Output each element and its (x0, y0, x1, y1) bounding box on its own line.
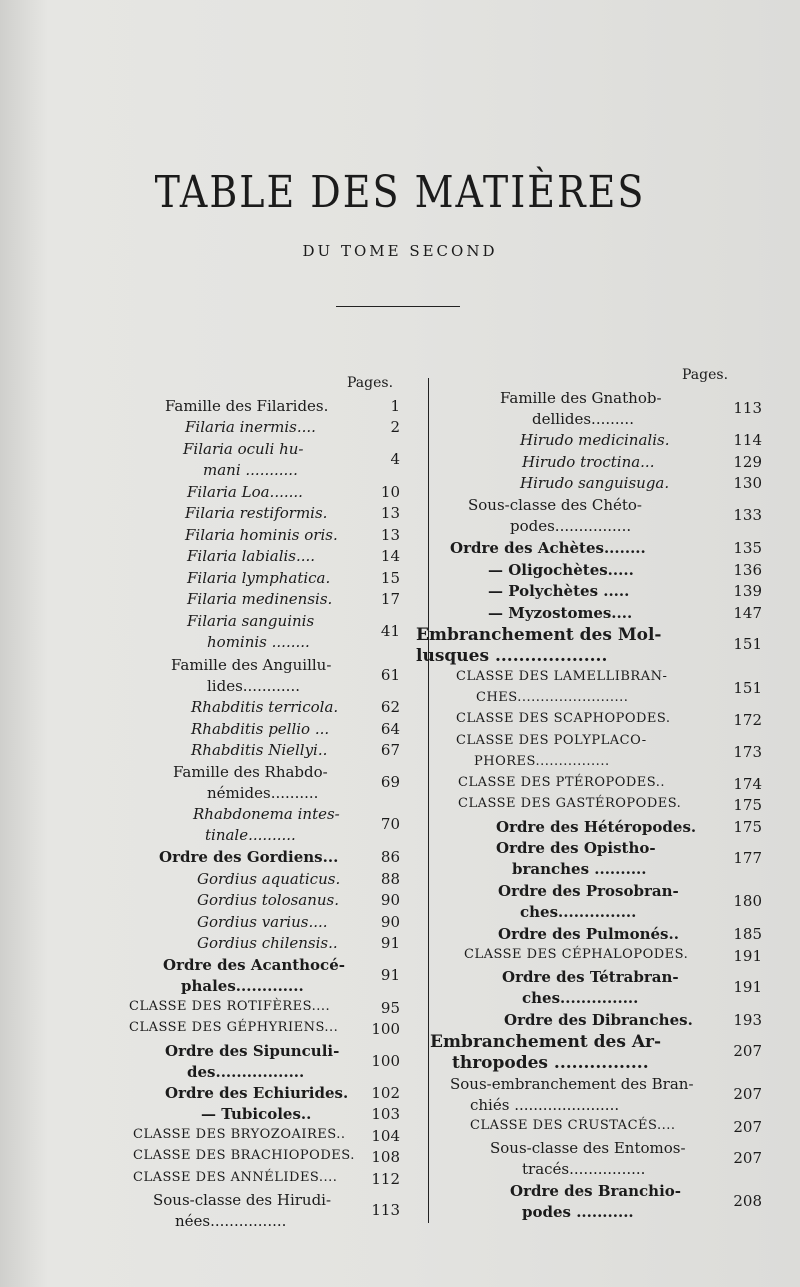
toc-entry-page: 4 (390, 450, 400, 468)
pages-header-right: Pages. (682, 367, 729, 383)
toc-entry-continuation: nées................ (175, 1212, 287, 1230)
toc-entry-continuation: tinale.......... (205, 826, 296, 844)
toc-entry-title: Gordius chilensis.. (197, 934, 338, 952)
toc-entry-page: 1 (390, 397, 400, 415)
toc-entry-page: 91 (380, 934, 400, 952)
toc-entry-page: 69 (380, 773, 400, 791)
toc-entry-title: Ordre des Gordiens... (159, 848, 339, 866)
toc-entry-page: 129 (733, 453, 762, 471)
toc-entry-continuation: PHORES................ (474, 754, 610, 769)
toc-entry-title: Filaria oculi hu- (183, 440, 304, 458)
toc-entry-continuation: dellides......... (532, 410, 634, 428)
toc-entry-title: Filaria hominis oris. (185, 526, 338, 544)
toc-entry-title: — Tubicoles.. (201, 1105, 312, 1123)
toc-entry-title: CLASSE DES PTÉROPODES.. (458, 775, 666, 790)
toc-entry-title: Embranchement des Mol- (416, 625, 662, 645)
toc-entry-title: Famille des Filarides. (165, 397, 329, 415)
toc-entry-title: Ordre des Prosobran- (498, 882, 679, 900)
toc-entry-page: 86 (380, 848, 400, 866)
toc-entry-title: Filaria sanguinis (187, 612, 315, 630)
toc-entry-continuation: podes................ (510, 517, 632, 535)
toc-entry-title: Sous-classe des Chéto- (468, 496, 643, 514)
toc-entry-page: 13 (380, 504, 400, 522)
toc-entry-title: Ordre des Hétéropodes. (496, 818, 697, 836)
toc-entry-page: 207 (733, 1042, 762, 1060)
toc-entry-page: 180 (733, 892, 762, 910)
toc-entry-page: 67 (380, 741, 400, 759)
toc-entry-continuation: podes ........... (522, 1203, 634, 1221)
toc-entry-page: 172 (733, 711, 762, 729)
toc-entry-title: Rhabdonema intes- (193, 805, 340, 823)
toc-entry-title: — Polychètes ..... (488, 582, 630, 600)
toc-entry-page: 13 (380, 526, 400, 544)
toc-entry-title: Famille des Anguillu- (171, 656, 332, 674)
toc-entry-page: 100 (371, 1052, 400, 1070)
toc-entry-page: 62 (380, 698, 400, 716)
toc-entry-page: 104 (371, 1127, 400, 1145)
toc-entry-title: Filaria labialis.... (187, 547, 316, 565)
toc-entry-title: Ordre des Branchio- (510, 1182, 681, 1200)
toc-entry-continuation: phales............. (181, 977, 304, 995)
toc-entry-page: 191 (733, 978, 762, 996)
toc-entry-page: 41 (380, 622, 400, 640)
toc-entry-title: Ordre des Dibranches. (504, 1011, 693, 1029)
toc-entry-title: Rhabditis Niellyi.. (191, 741, 328, 759)
toc-entry-continuation: ches............... (522, 989, 639, 1007)
toc-entry-title: Famille des Rhabdo- (173, 763, 328, 781)
toc-entry-title: CLASSE DES BRACHIOPODES. (133, 1148, 355, 1163)
toc-entry-page: 2 (390, 418, 400, 436)
toc-entry-page: 185 (733, 925, 762, 943)
toc-entry-page: 175 (733, 818, 762, 836)
toc-entry-page: 113 (733, 399, 762, 417)
title-rule (336, 306, 460, 307)
toc-entry-page: 95 (380, 999, 400, 1017)
toc-entry-page: 15 (380, 569, 400, 587)
toc-entry-page: 112 (371, 1170, 400, 1188)
toc-entry-page: 113 (371, 1201, 400, 1219)
toc-entry-page: 102 (371, 1084, 400, 1102)
toc-entry-page: 151 (733, 635, 762, 653)
toc-entry-title: Famille des Gnathob- (500, 389, 662, 407)
toc-entry-title: — Myzostomes.... (488, 604, 633, 622)
toc-entry-title: Filaria lymphatica. (187, 569, 331, 587)
toc-entry-page: 193 (733, 1011, 762, 1029)
toc-entry-title: Hirudo medicinalis. (520, 431, 670, 449)
toc-entry-title: Ordre des Opistho- (496, 839, 656, 857)
toc-entry-page: 208 (733, 1192, 762, 1210)
toc-entry-title: CLASSE DES SCAPHOPODES. (456, 711, 671, 726)
toc-entry-title: CLASSE DES BRYOZOAIRES.. (133, 1127, 346, 1142)
toc-entry-title: Ordre des Sipunculi- (165, 1042, 340, 1060)
toc-entry-page: 147 (733, 604, 762, 622)
toc-entry-page: 207 (733, 1085, 762, 1103)
toc-entry-title: CLASSE DES POLYPLACO- (456, 733, 647, 748)
toc-entry-page: 88 (380, 870, 400, 888)
toc-entry-title: Filaria medinensis. (187, 590, 333, 608)
toc-entry-page: 136 (733, 561, 762, 579)
toc-entry-page: 114 (733, 431, 762, 449)
toc-entry-title: CLASSE DES LAMELLIBRAN- (456, 669, 668, 684)
toc-entry-title: Gordius tolosanus. (197, 891, 340, 909)
toc-entry-page: 100 (371, 1020, 400, 1038)
toc-entry-title: Hirudo troctina... (522, 453, 655, 471)
toc-entry-page: 135 (733, 539, 762, 557)
toc-entry-continuation: lides............ (207, 677, 300, 695)
toc-entry-page: 175 (733, 796, 762, 814)
toc-entry-title: Ordre des Echiurides. (165, 1084, 349, 1102)
toc-entry-page: 130 (733, 474, 762, 492)
toc-entry-title: CLASSE DES CRUSTACÉS.... (470, 1118, 676, 1133)
page-subtitle: DU TOME SECOND (302, 242, 498, 260)
toc-entry-title: Gordius aquaticus. (197, 870, 341, 888)
toc-entry-title: Sous-classe des Hirudi- (153, 1191, 332, 1209)
toc-entry-title: Sous-embranchement des Bran- (450, 1075, 694, 1093)
toc-entry-page: 151 (733, 679, 762, 697)
toc-entry-continuation: lusques ................... (416, 646, 608, 666)
toc-entry-title: Ordre des Pulmonés.. (498, 925, 679, 943)
toc-entry-page: 70 (380, 815, 400, 833)
toc-entry-continuation: tracés................ (522, 1160, 646, 1178)
toc-entry-title: Ordre des Achètes........ (450, 539, 646, 557)
toc-entry-page: 207 (733, 1118, 762, 1136)
toc-entry-title: Embranchement des Ar- (430, 1032, 662, 1052)
toc-entry-continuation: CHES........................ (476, 690, 629, 705)
toc-entry-page: 90 (380, 913, 400, 931)
toc-entry-page: 64 (380, 720, 400, 738)
toc-entry-page: 61 (380, 666, 400, 684)
toc-entry-page: 14 (380, 547, 400, 565)
toc-entry-page: 207 (733, 1149, 762, 1167)
toc-entry-page: 133 (733, 506, 762, 524)
toc-entry-page: 10 (380, 483, 400, 501)
toc-entry-continuation: mani ........... (203, 461, 298, 479)
toc-entry-page: 173 (733, 743, 762, 761)
toc-entry-title: CLASSE DES GASTÉROPODES. (458, 796, 682, 811)
toc-entry-continuation: chiés ...................... (470, 1096, 620, 1114)
toc-entry-continuation: hominis ........ (207, 633, 310, 651)
toc-entry-title: Ordre des Tétrabran- (502, 968, 679, 986)
toc-entry-title: Filaria Loa....... (187, 483, 303, 501)
page-title: TABLE DES MATIÈRES (154, 166, 646, 218)
toc-entry-title: — Oligochètes..... (488, 561, 634, 579)
column-divider (428, 378, 429, 1223)
toc-entry-title: CLASSE DES GÉPHYRIENS... (129, 1020, 339, 1035)
toc-entry-page: 17 (380, 590, 400, 608)
toc-entry-title: CLASSE DES ANNÉLIDES.... (133, 1170, 338, 1185)
toc-entry-title: CLASSE DES CÉPHALOPODES. (464, 947, 689, 962)
toc-entry-page: 139 (733, 582, 762, 600)
toc-entry-page: 177 (733, 849, 762, 867)
toc-entry-title: Filaria inermis.... (185, 418, 316, 436)
toc-entry-continuation: branches .......... (512, 860, 647, 878)
toc-entry-page: 103 (371, 1105, 400, 1123)
toc-entry-title: CLASSE DES ROTIFÈRES.... (129, 999, 331, 1014)
toc-entry-page: 90 (380, 891, 400, 909)
toc-entry-title: Gordius varius.... (197, 913, 328, 931)
toc-entry-page: 91 (380, 966, 400, 984)
toc-entry-continuation: ches............... (520, 903, 637, 921)
toc-entry-title: Filaria restiformis. (185, 504, 328, 522)
toc-entry-title: Sous-classe des Entomos- (490, 1139, 686, 1157)
toc-entry-page: 108 (371, 1148, 400, 1166)
toc-entry-continuation: némides.......... (207, 784, 319, 802)
toc-entry-title: Rhabditis terricola. (191, 698, 339, 716)
pages-header-left: Pages. (347, 375, 394, 391)
toc-entry-title: Hirudo sanguisuga. (520, 474, 670, 492)
toc-entry-page: 191 (733, 947, 762, 965)
toc-entry-continuation: des................. (187, 1063, 305, 1081)
toc-entry-title: Ordre des Acanthocé- (163, 956, 345, 974)
toc-entry-page: 174 (733, 775, 762, 793)
toc-entry-continuation: thropodes ................ (452, 1053, 649, 1073)
toc-entry-title: Rhabditis pellio ... (191, 720, 330, 738)
